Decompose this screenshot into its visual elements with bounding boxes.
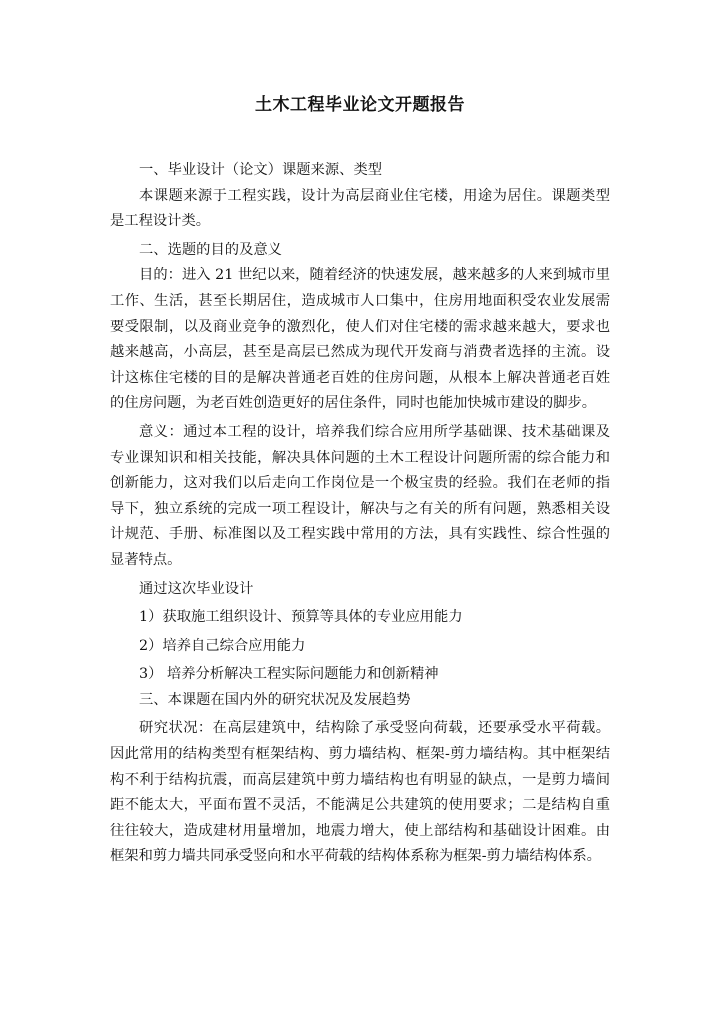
paragraph-source-type: 本课题来源于工程实践，设计为高层商业住宅楼，用途为居住。课题类型是工程设计类。 [110, 187, 610, 230]
paragraph-purpose: 目的：进入 21 世纪以来，随着经济的快速发展，越来越多的人来到城市里工作、生活，甚至长期居住，造成城市人口集中，住房用地面积受农业发展需要受限制，以及商业竞争的激烈化，使人们对住宅楼的需求越来越大，要求也越来越高，小高层，甚至是高层已然成为现代开发商与消费者选择的主流。设计这栋住宅楼的目的是解决普通老百姓的住房问题，从根本上解决普通老百姓的住房问题，为老百姓创造更好的居住条件，同时也能加快城市建设的脚步。 [110, 267, 610, 412]
paragraph-research-status: 研究状况：在高层建筑中，结构除了承受竖向荷载，还要承受水平荷载。因此常用的结构类型有框架结构、剪力墙结构、框架-剪力墙结构。其中框架结构不利于结构抗震，而高层建筑中剪力墙结构也有明显的缺点，一是剪力墙间距不能太大，平面布置不灵活，不能满足公共建筑的使用要求；二是结构自重往往较大，造成建材用量增加，地震力增大，使上部结构和基础设计困难。由框架和剪力墙共同承受竖向和水平荷载的结构体系称为框架-剪力墙结构体系。 [110, 720, 610, 865]
document-title: 土木工程毕业论文开题报告 [255, 95, 465, 115]
list-item-3: 3） 培养分析解决工程实际问题能力和创新精神 [139, 666, 439, 683]
paragraph-through-design: 通过这次毕业设计 [139, 580, 254, 597]
document-page [110, 92, 610, 870]
section-heading-3: 三、本课题在国内外的研究状况及发展趋势 [139, 691, 411, 708]
paragraph-significance: 意义：通过本工程的设计，培养我们综合应用所学基础课、技术基础课及专业课知识和相关技能，解决具体问题的土木工程设计问题所需的综合能力和创新能力，这对我们以后走向工作岗位是一个极宝贵的经验。我们在老师的指导下，独立系统的完成一项工程设计，解决与之有关的所有问题，熟悉相关设计规范、手册、标准图以及工程实践中常用的方法，具有实践性、综合性强的显著特点。 [110, 423, 610, 568]
section-heading-2: 二、选题的目的及意义 [139, 241, 282, 258]
list-item-1: 1）获取施工组织设计、预算等具体的专业应用能力 [139, 609, 463, 626]
section-heading-1: 一、毕业设计（论文）课题来源、类型 [139, 162, 383, 178]
list-item-2: 2）培养自己综合应用能力 [139, 637, 306, 654]
